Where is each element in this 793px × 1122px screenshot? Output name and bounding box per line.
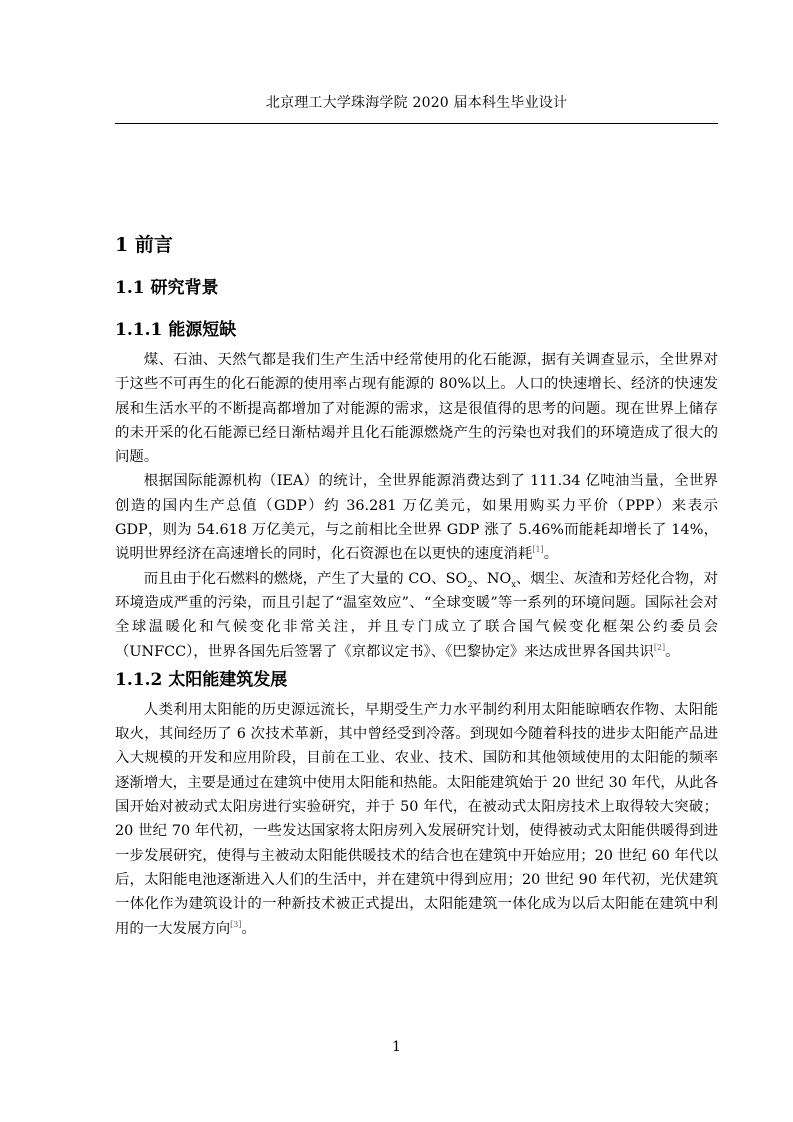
- subscript: x: [511, 579, 516, 589]
- paragraph-solar-building: [115, 698, 718, 941]
- paragraph-energy-shortage-3: [115, 567, 718, 664]
- subsection-heading-1-1-2: 1.1.2 太阳能建筑发展: [115, 669, 288, 690]
- subsection-heading-1-1-1: 1.1.1 能源短缺: [115, 320, 237, 340]
- paragraph-text: 根据国际能源机构（IEA）的统计，全世界能源消费达到了 111.34 亿吨油当量，全世界创造的国内生产总值（GDP）约 36.281 万亿美元，如果用购买力平价（PPP）来表示 GDP，则为 54.618 万亿美元，与之前相比全世界 GDP 涨了 5.46%而能耗却增长了 14%，说明世界经济在高速增长的同时，化石资源也在以更快的速度消耗: [115, 473, 718, 563]
- citation-ref: [2]: [653, 642, 666, 652]
- paragraph-end: 。: [241, 920, 256, 937]
- paragraph-energy-shortage-1: 煤、石油、天然气都是我们生产生活中经常使用的化石能源，据有关调查显示，全世界对于这些不可再生的化石能源的使用率占现有能源的 80%以上。人口的快速增长、经济的快速发展和生活水平的不断提高都增加了对能源的需求，这是很值得的思考的问题。现在世界上储存的未开采的化石能源已经日渐枯竭并且化石能源燃烧产生的污染也对我们的环境造成了很大的问题。: [115, 352, 718, 466]
- page-number: 1: [392, 1039, 401, 1055]
- citation-ref: [3]: [230, 919, 242, 929]
- section-heading-1-1: 1.1 研究背景: [115, 278, 219, 298]
- document-body: [115, 228, 718, 941]
- paragraph-text: 、NO: [472, 570, 512, 587]
- paragraph-text: 人类利用太阳能的历史源远流长，早期受生产力水平制约利用太阳能晾晒农作物、太阳能取火，其间经历了 6 次技术革新，其中曾经受到冷落。到现如今随着科技的进步太阳能产品进入大规模的开发和应用阶段，目前在工业、农业、技术、国防和其他领域使用的太阳能的频率逐渐增大，主要是通过在建筑中使用太阳能和热能。太阳能建筑始于 20 世纪 30 年代，从此各国开始对被动式太阳房进行实验研究，并于 50 年代，在被动式太阳房技术上取得较大突破；20 世纪 70 年代初，一些发达国家将太阳房列入发展研究计划，使得被动式太阳能供暖得到进一步发展研究，使得与主被动太阳能供暖技术的结合也在建筑中开始应用；20 世纪 60 年代以后，太阳能电池逐渐进入人们的生活中，并在建筑中得到应用；20 世纪 90 年代初，光伏建筑一体化作为建筑设计的一种新技术被正式提出，太阳能建筑一体化成为以后太阳能在建筑中利用的一大发展方向: [115, 701, 718, 937]
- paragraph-energy-shortage-2: [115, 469, 718, 566]
- paragraph-text: 而且由于化石燃料的燃烧，产生了大量的 CO、SO: [143, 570, 468, 587]
- subscript: 2: [467, 579, 473, 589]
- chapter-heading: 1 前言: [115, 234, 173, 256]
- paragraph-end: 。: [665, 643, 680, 660]
- paragraph-text: 、烟尘、灰渣和芳烃化合物，对环境造成严重的污染，而且引起了“温室效应”、“全球变暖”等一系列的环境问题。国际社会对全球温暖化和气候变化非常关注，并且专门成立了联合国气候变化框架公约委员会（UNFCC），世界各国先后签署了《京都议定书》、《巴黎协定》来达成世界各国共识: [115, 570, 719, 660]
- header-divider: [115, 123, 718, 124]
- page-header: 北京理工大学珠海学院 2020 届本科生毕业设计: [265, 95, 568, 111]
- paragraph-end: 。: [543, 546, 559, 563]
- citation-ref: [1]: [532, 545, 544, 555]
